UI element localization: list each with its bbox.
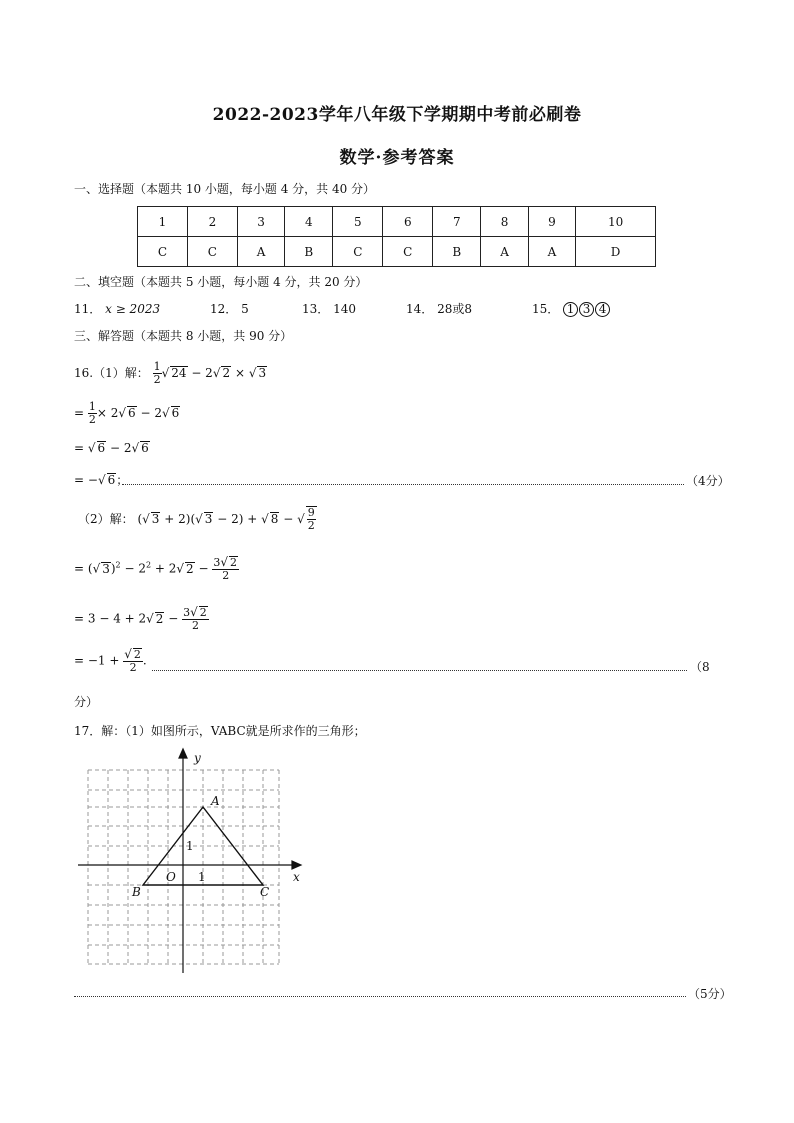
table-cell: A: [481, 237, 528, 267]
graph-labels: [131, 751, 300, 899]
item-number: 11．: [74, 302, 102, 316]
table-cell: C: [187, 237, 237, 267]
table-cell: A: [528, 237, 575, 267]
circled-number: 1: [563, 302, 578, 317]
q16-part2-score: （8: [690, 660, 710, 674]
y-axis-arrow: [179, 749, 187, 758]
answer-table: [137, 206, 656, 267]
table-cell: 8: [481, 207, 528, 237]
section1-heading: 一、选择题（本题共 10 小题，每小题 4 分，共 40 分）: [74, 182, 376, 196]
section2-heading: 二、填空题（本题共 5 小题，每小题 4 分，共 20 分）: [74, 275, 368, 289]
fraction: $\frac{1}{2}$: [88, 400, 96, 427]
q16-part2-line4: = −1 + $\frac{√ 2}{2}$ .: [74, 647, 147, 675]
point-c-label: C: [260, 885, 270, 899]
fraction: $\frac{9}{2}$: [307, 506, 315, 533]
circled-number: 3: [579, 302, 594, 317]
coordinate-graph: [70, 745, 310, 975]
q16-part1-line4: = −√ 6；: [74, 473, 129, 487]
item-answer: 28或8: [437, 302, 473, 316]
table-cell: C: [383, 237, 433, 267]
fill-item-11: [74, 300, 160, 317]
fill-item-14: [406, 300, 472, 317]
axes: [78, 749, 301, 973]
item-number: 14．: [406, 302, 434, 316]
table-cell: C: [333, 237, 383, 267]
item-number: 15．: [532, 302, 560, 316]
table-cell: 2: [187, 207, 237, 237]
answer-table-number-row: [138, 207, 656, 237]
q16-part1-label: 16.（1）解：: [74, 366, 149, 381]
table-cell: 7: [433, 207, 481, 237]
table-cell: 4: [285, 207, 333, 237]
leader-dots: [74, 996, 686, 997]
point-a-label: A: [211, 794, 220, 808]
table-cell: B: [433, 237, 481, 267]
fraction: $\frac{3√ 2}{2}$: [213, 555, 238, 583]
table-cell: 9: [528, 207, 575, 237]
fraction: $\frac{3√ 2}{2}$: [183, 605, 207, 633]
answer-table-answer-row: [138, 237, 656, 267]
q16-part2-line1: （2）解： (√ 3 + 2)(√ 3 − 2) + √ 8 − √ $\frac{9}{2}$: [78, 506, 315, 533]
table-cell: C: [138, 237, 188, 267]
page-title: 2022-2023学年八年级下学期期中考前必刷卷: [212, 105, 582, 125]
q16-part1-line3: = √ 6 − 2√ 6: [74, 441, 149, 455]
leader-dots: [122, 484, 684, 485]
item-answer: 140: [333, 302, 357, 316]
table-cell: 6: [383, 207, 433, 237]
table-cell: 10: [576, 207, 656, 237]
q16-part2-line2: = (√ $3)^2 - 2^2 + 2√$ 2 − $\frac{3√ 2}{2}$: [74, 555, 238, 583]
page-subtitle: 数学·参考答案: [339, 148, 455, 168]
fill-item-12: [210, 300, 249, 317]
item-answer: x ≥ 2023: [105, 302, 161, 316]
table-cell: 5: [333, 207, 383, 237]
origin-label: O: [166, 870, 176, 884]
item-answer: 5: [241, 302, 249, 316]
circled-number: 4: [595, 302, 610, 317]
fraction: $\frac{√ 2}{2}$: [124, 647, 141, 675]
section3-heading: 三、解答题（本题共 8 小题，共 90 分）: [74, 329, 293, 343]
q16-part1-score: （4分）: [686, 474, 730, 488]
q17-text: 17．解：（1）如图所示，VABC就是所求作的三角形；: [74, 724, 366, 738]
q16-part2-label: （2）解：: [78, 512, 134, 527]
y-unit-label: 1: [186, 839, 194, 853]
fill-item-13: [302, 300, 356, 317]
q16-part1-line2: = $\frac{1}{2}$ × 2√ 6 − 2√ 6: [74, 400, 180, 427]
y-axis-label: y: [194, 751, 201, 765]
q17-score: （5分）: [688, 987, 732, 1001]
x-axis-arrow: [292, 861, 301, 869]
table-cell: D: [576, 237, 656, 267]
table-cell: A: [237, 237, 284, 267]
x-axis-label: x: [293, 870, 300, 884]
fraction: $\frac{1}{2}$: [153, 360, 161, 387]
leader-dots: [152, 670, 687, 671]
point-b-label: B: [132, 885, 141, 899]
table-cell: 3: [237, 207, 284, 237]
item-number: 12．: [210, 302, 238, 316]
table-cell: 1: [138, 207, 188, 237]
fill-item-15: [532, 300, 611, 317]
table-cell: B: [285, 237, 333, 267]
item-number: 13．: [302, 302, 330, 316]
x-unit-label: 1: [198, 870, 206, 884]
q16-part2-line3: = 3 − 4 + 2√ 2 − $\frac{3√ 2}{2}$: [74, 605, 207, 633]
q16-part2-score-cont: 分）: [74, 695, 99, 709]
q16-part1-line1: 16.（1）解： $\frac{1}{2}$ √ 24 − 2√ 2 × √ 3: [74, 360, 267, 387]
